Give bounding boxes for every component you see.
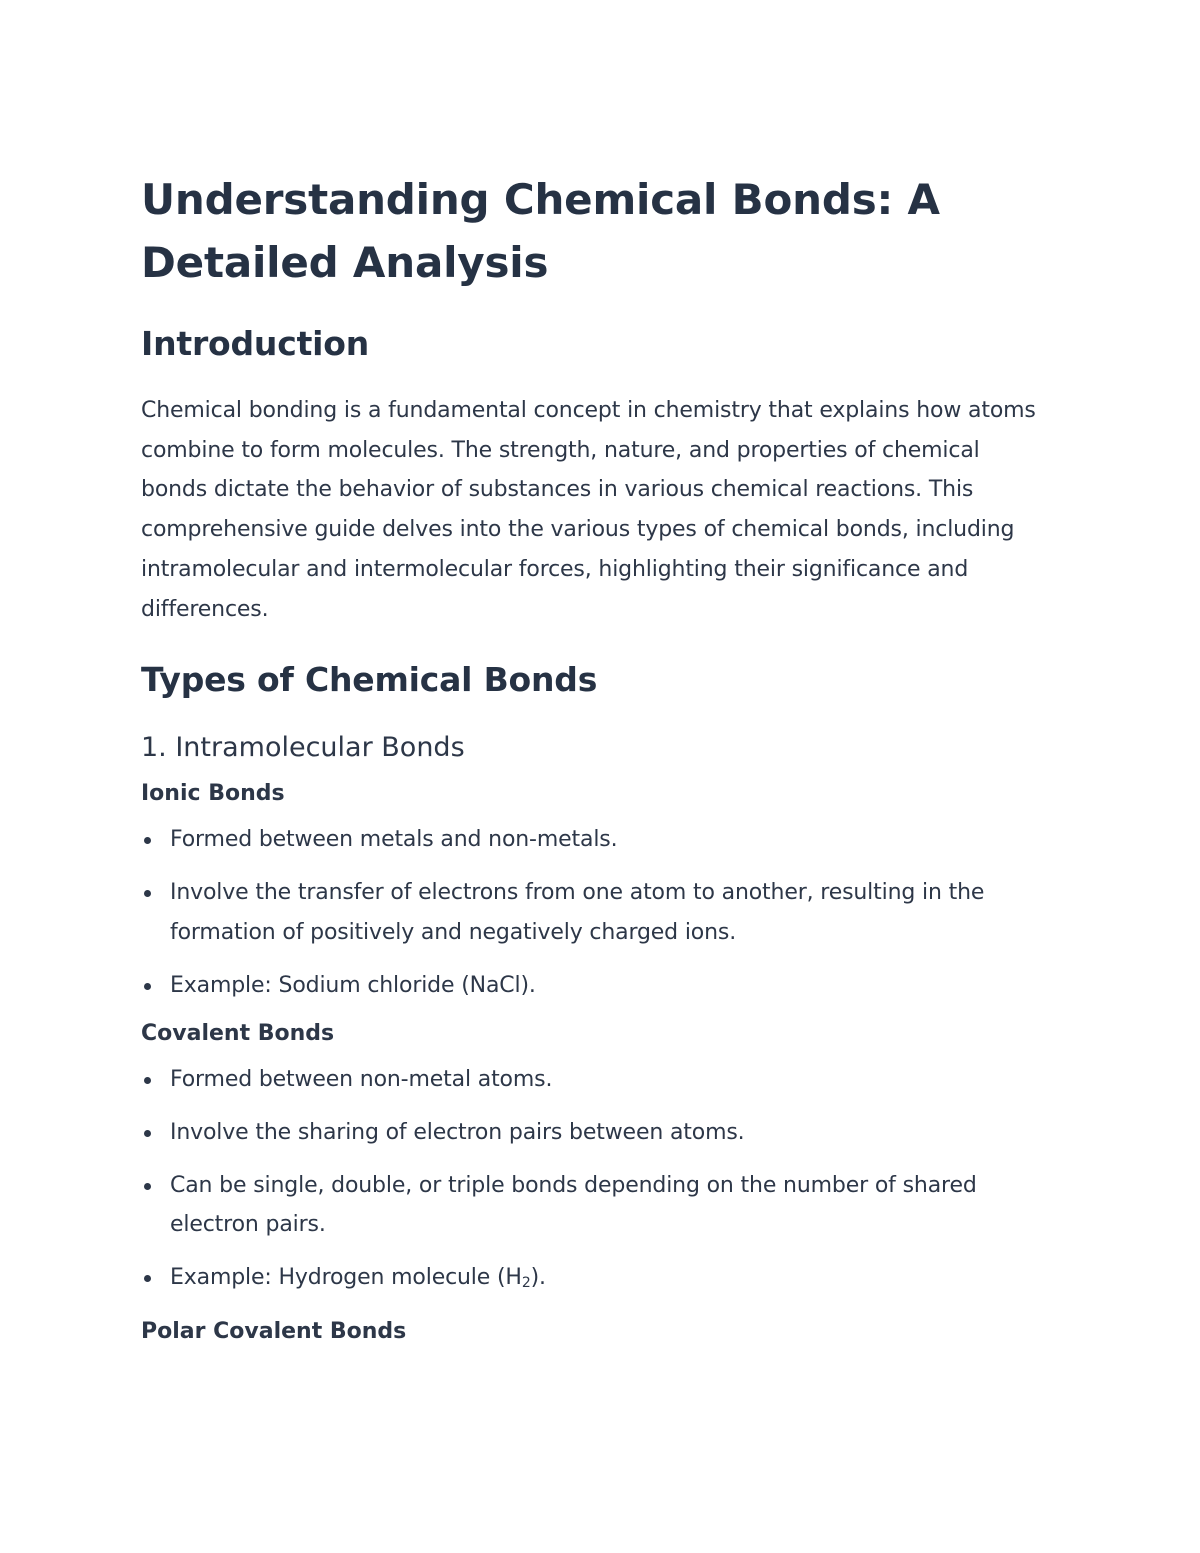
covalent-bonds-list: [141, 1060, 1041, 1304]
list-item: [141, 1258, 1041, 1304]
document-title: Understanding Chemical Bonds: A Detailed Analysis: [141, 175, 940, 287]
list-item: Formed between metals and non-metals.: [141, 820, 1041, 860]
list-item: Can be single, double, or triple bonds depending on the number of shared electron pairs.: [141, 1166, 1041, 1245]
list-item: Involve the transfer of electrons from one atom to another, resulting in the formation of positively and negatively charged ions.: [141, 873, 1041, 952]
polar-covalent-bonds-heading: Polar Covalent Bonds: [141, 1319, 407, 1345]
introduction-paragraph: Chemical bonding is a fundamental concept in chemistry that explains how atoms combine to form molecules. The strength, nature, and properties of chemical bonds dictate the behavior of substances in various chemical reactions. This comprehensive guide delves into the various types of chemical bonds, including intramolecular and intermolecular forces, highlighting their significance and differences.: [141, 398, 1036, 622]
intramolecular-heading: 1. Intramolecular Bonds: [141, 732, 465, 764]
list-item: Example: Sodium chloride (NaCl).: [141, 966, 1041, 1006]
example-subscript: 2: [521, 1275, 531, 1292]
ionic-bonds-list: [141, 820, 1041, 1005]
types-heading: Types of Chemical Bonds: [141, 660, 598, 700]
covalent-bonds-heading: Covalent Bonds: [141, 1020, 335, 1046]
list-item: Formed between non-metal atoms.: [141, 1060, 1041, 1100]
ionic-bonds-heading: Ionic Bonds: [141, 781, 285, 807]
introduction-heading: Introduction: [141, 324, 370, 363]
example-suffix: ).: [530, 1265, 546, 1291]
list-item: Involve the sharing of electron pairs between atoms.: [141, 1113, 1041, 1153]
document-page: [141, 168, 1041, 1347]
example-prefix: Example: Hydrogen molecule (H: [170, 1265, 522, 1291]
